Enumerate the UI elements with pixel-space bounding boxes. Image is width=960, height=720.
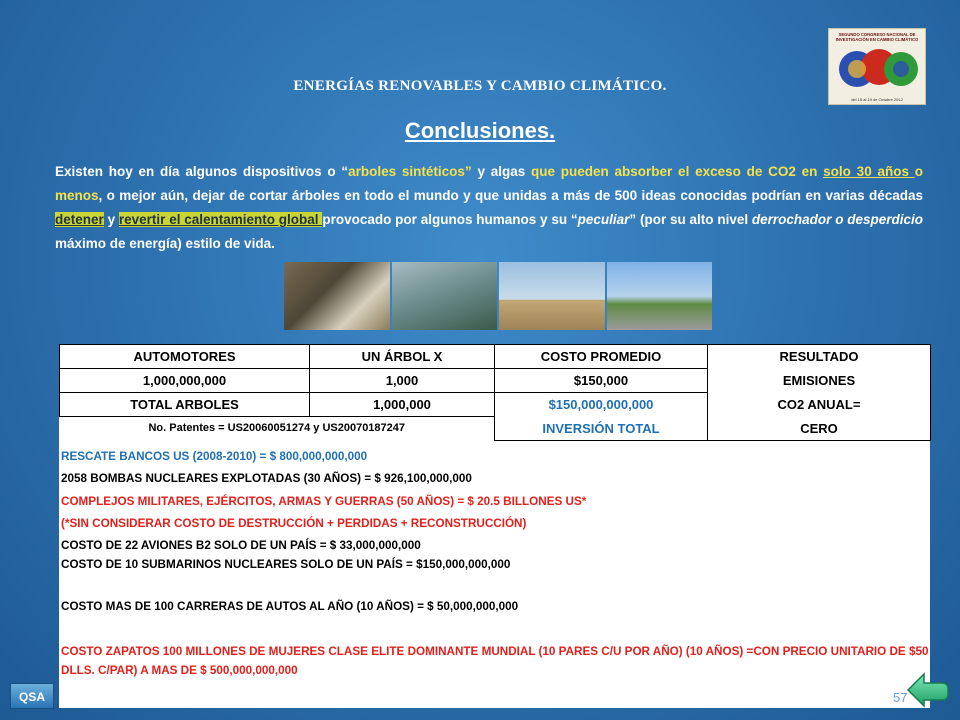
photo-artificial-tree-structure bbox=[607, 262, 713, 330]
list-item: COSTO MAS DE 100 CARRERAS DE AUTOS AL AÑO (10 AÑOS) = $ 50,000,000,000 bbox=[61, 599, 519, 613]
congress-logo-icon bbox=[829, 43, 926, 93]
para-highlight: o menos bbox=[55, 164, 923, 203]
data-panel bbox=[59, 344, 930, 708]
cost-table bbox=[59, 344, 931, 441]
list-item: COSTO DE 22 AVIONES B2 SOLO DE UN PAÍS = $ 33,000,000,000 bbox=[61, 538, 421, 552]
intro-paragraph bbox=[55, 160, 923, 256]
photo-strip bbox=[284, 262, 712, 330]
photo-planter bbox=[284, 262, 390, 330]
para-part: máximo de energía) estilo de vida. bbox=[55, 236, 275, 251]
spacer bbox=[61, 618, 930, 640]
automotores-value: 1,000,000,000 bbox=[60, 369, 310, 393]
congress-logo bbox=[828, 28, 926, 105]
arbol-value: 1,000 bbox=[310, 369, 495, 393]
logo-text: SEGUNDO CONGRESO NACIONAL DE INVESTIGACIÓN EN CAMBIO CLIMÁTICO bbox=[835, 32, 919, 42]
para-marked: revertir el calentamiento global bbox=[118, 212, 323, 227]
para-part: provocado por algunos humanos y su “ bbox=[322, 212, 578, 227]
total-arboles-label: TOTAL ARBOLES bbox=[60, 393, 310, 417]
para-part: , o mejor aún, dejar de cortar árboles en todo el mundo y que unidas a más de 500 ideas conocidas podrían en varias décadas bbox=[98, 188, 923, 203]
photo-algae-tanks bbox=[392, 262, 498, 330]
list-item: 2058 BOMBAS NUCLEARES EXPLOTADAS (30 AÑOS) = $ 926,100,000,000 bbox=[61, 472, 472, 485]
list-item: COSTO DE 10 SUBMARINOS NUCLEARES SOLO DE UN PAÍS = $150,000,000,000 bbox=[61, 557, 511, 571]
para-part: ” (por su alto nivel bbox=[629, 212, 752, 227]
list-item: COSTO ZAPATOS 100 MILLONES DE MUJERES CLASE ELITE DOMINANTE MUNDIAL (10 PARES C/U POR AÑO) (10 AÑOS) =CON PRECIO UNITARIO DE $50 DLLS. C/PAR) A MAS DE $ 500,000,000,000 bbox=[61, 645, 929, 677]
resultado-line-3: CO2 ANUAL= bbox=[708, 393, 931, 417]
automotores-label: AUTOMOTORES bbox=[60, 345, 310, 369]
page-number: 57 bbox=[893, 690, 908, 705]
back-arrow-icon bbox=[904, 670, 952, 710]
costo-label: COSTO PROMEDIO bbox=[495, 345, 708, 369]
resultado-line-1: RESULTADO bbox=[708, 345, 931, 369]
para-part: y bbox=[103, 212, 119, 227]
resultado-line-4: CERO bbox=[708, 417, 931, 441]
back-button[interactable] bbox=[904, 670, 952, 710]
arbol-label: UN ÁRBOL X bbox=[310, 345, 495, 369]
para-part: Existen hoy en día algunos dispositivos o “ bbox=[55, 164, 349, 179]
para-marked: detener bbox=[55, 212, 104, 227]
resultado-line-2: EMISIONES bbox=[708, 369, 931, 393]
spacer bbox=[61, 574, 930, 596]
para-highlight: arboles sintéticos” bbox=[348, 164, 472, 179]
photo-synthetic-trees-desert bbox=[499, 262, 605, 330]
para-highlight: que pueden absorber el exceso de CO2 en bbox=[531, 164, 824, 179]
inversion-value: $150,000,000,000 bbox=[495, 393, 708, 417]
slide-subtitle: ENERGÍAS RENOVABLES Y CAMBIO CLIMÁTICO. bbox=[293, 78, 667, 94]
para-italic: derrochador o desperdicio bbox=[751, 212, 924, 227]
list-item: RESCATE BANCOS US (2008-2010) = $ 800,000,000,000 bbox=[61, 449, 368, 463]
list-item: (*SIN CONSIDERAR COSTO DE DESTRUCCIÓN + PERDIDAS + RECONSTRUCCIÓN) bbox=[61, 517, 527, 530]
logo-dates: del 15 al 19 de Octubre 2012 bbox=[851, 97, 903, 102]
para-part: y algas bbox=[471, 164, 531, 179]
costo-value: $150,000 bbox=[495, 369, 708, 393]
qsa-badge: QSA bbox=[10, 683, 54, 709]
list-item: COMPLEJOS MILITARES, EJÉRCITOS, ARMAS Y GUERRAS (50 AÑOS) = $ 20.5 BILLONES US* bbox=[61, 494, 587, 508]
total-arboles-value: 1,000,000 bbox=[310, 393, 495, 417]
page-title: Conclusiones. bbox=[404, 118, 556, 143]
para-highlight: solo 30 años bbox=[823, 164, 915, 179]
para-italic: peculiar bbox=[577, 212, 630, 227]
comparison-list bbox=[59, 441, 930, 681]
patentes-note: No. Patentes = US20060051274 y US20070187247 bbox=[60, 417, 495, 441]
inversion-label: INVERSIÓN TOTAL bbox=[495, 417, 708, 441]
